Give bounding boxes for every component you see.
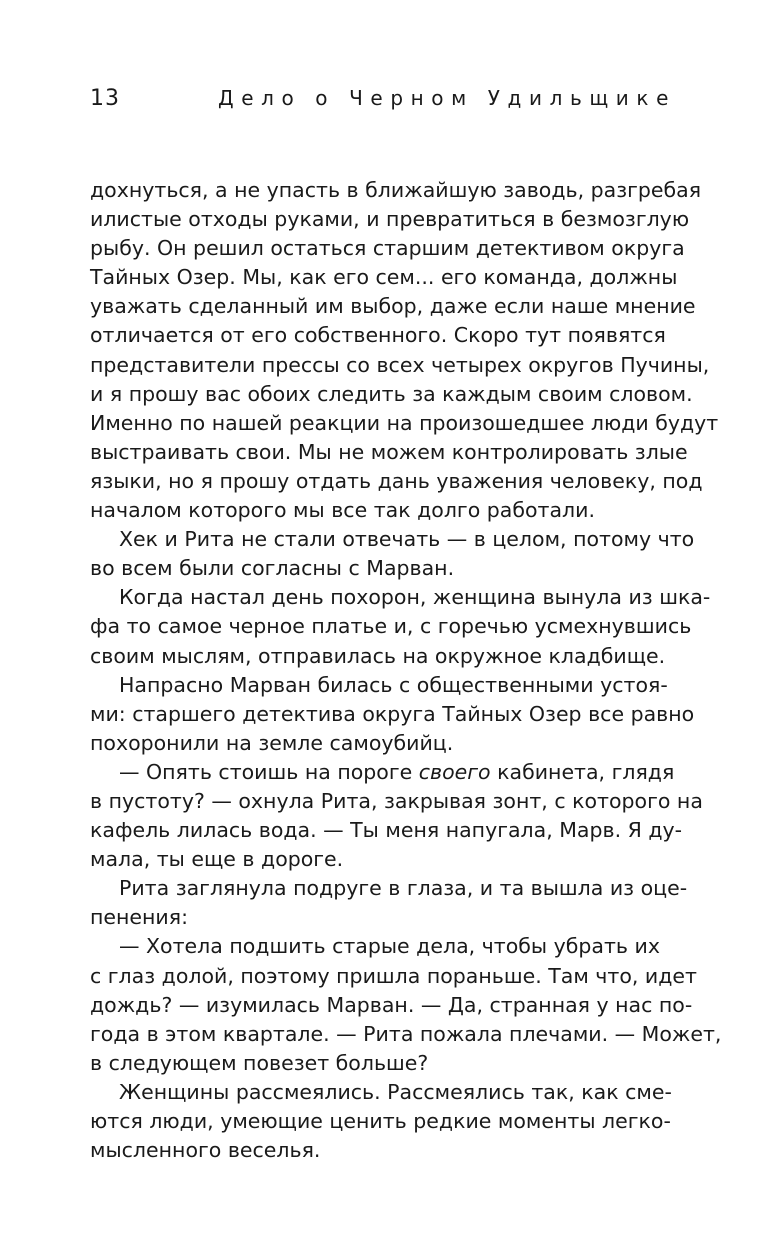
text-line: Именно по нашей реакции на произошедшее люди будут <box>90 410 719 435</box>
text-line: Хек и Рита не стали отвечать — в целом, потому что <box>119 527 695 552</box>
text-line: фа то самое черное платье и, с горечью усмехнувшись <box>90 614 692 639</box>
italic-word: своего <box>418 759 491 784</box>
text-line: мала, ты еще в дороге. <box>90 847 344 872</box>
text-line: Напрасно Марван билась с общественными устоя- <box>119 672 668 697</box>
text-line: дождь? — изумилась Марван. — Да, странная у нас по- <box>90 992 693 1017</box>
text-line: языки, но я прошу отдать дань уважения человеку, под <box>90 468 703 493</box>
text-line: представители прессы со всех четырех округов Пучины, <box>90 352 710 377</box>
text-line: с глаз долой, поэтому пришла пораньше. Там что, идет <box>90 963 697 988</box>
text-line: началом которого мы все так долго работали. <box>90 498 595 523</box>
text-line: и я прошу вас обоих следить за каждым своим словом. <box>90 381 693 406</box>
text-line: рыбу. Он решил остаться старшим детективом округа <box>90 236 685 261</box>
text-line: уважать сделанный им выбор, даже если наше мнение <box>90 294 696 319</box>
text-line: года в этом квартале. — Рита пожала плечами. — Может, <box>90 1021 722 1046</box>
text-line: Женщины рассмеялись. Рассмеялись так, как сме- <box>119 1079 672 1104</box>
text-line: в пустоту? — охнула Рита, закрывая зонт, с которого на <box>90 788 703 813</box>
text-line: Рита заглянула подруге в глаза, и та вышла из оце- <box>119 876 688 901</box>
text-line: во всем были согласны с Марван. <box>90 556 455 581</box>
text-line: мысленного веселья. <box>90 1138 321 1163</box>
body-text <box>90 176 722 1165</box>
page-header <box>90 86 676 116</box>
text-line <box>90 758 675 787</box>
text-line: своим мыслям, отправилась на окружное кладбище. <box>90 643 666 668</box>
text-line: пенения: <box>90 905 188 930</box>
text-line: илистые отходы руками, и превратиться в безмозглую <box>90 207 690 232</box>
text-segment: — Опять стоишь на пороге <box>119 759 413 784</box>
text-line: кафель лилась вода. — Ты меня напугала, Марв. Я ду- <box>90 818 683 843</box>
page-number: 13 <box>90 86 120 111</box>
text-line: похоронили на земле самоубийц. <box>90 730 454 755</box>
text-segment: кабинета, глядя <box>497 759 675 784</box>
running-title: Дело о Черном Удильщике <box>218 86 676 110</box>
text-line: дохнуться, а не упасть в ближайшую заводь, разгребая <box>90 178 702 202</box>
text-line: — Хотела подшить старые дела, чтобы убрать их <box>119 934 660 959</box>
text-line: отличается от его собственного. Скоро тут появятся <box>90 323 666 348</box>
text-line: в следующем повезет больше? <box>90 1050 429 1075</box>
text-line: Когда настал день похорон, женщина вынула из шка- <box>119 585 711 610</box>
text-line: Тайных Озер. Мы, как его сем... его команда, должны <box>90 265 678 290</box>
text-line: ются люди, умеющие ценить редкие моменты легко- <box>90 1109 671 1133</box>
text-line: выстраивать свои. Мы не можем контролировать злые <box>90 439 688 464</box>
text-line: ми: старшего детектива округа Тайных Озер все равно <box>90 701 695 726</box>
